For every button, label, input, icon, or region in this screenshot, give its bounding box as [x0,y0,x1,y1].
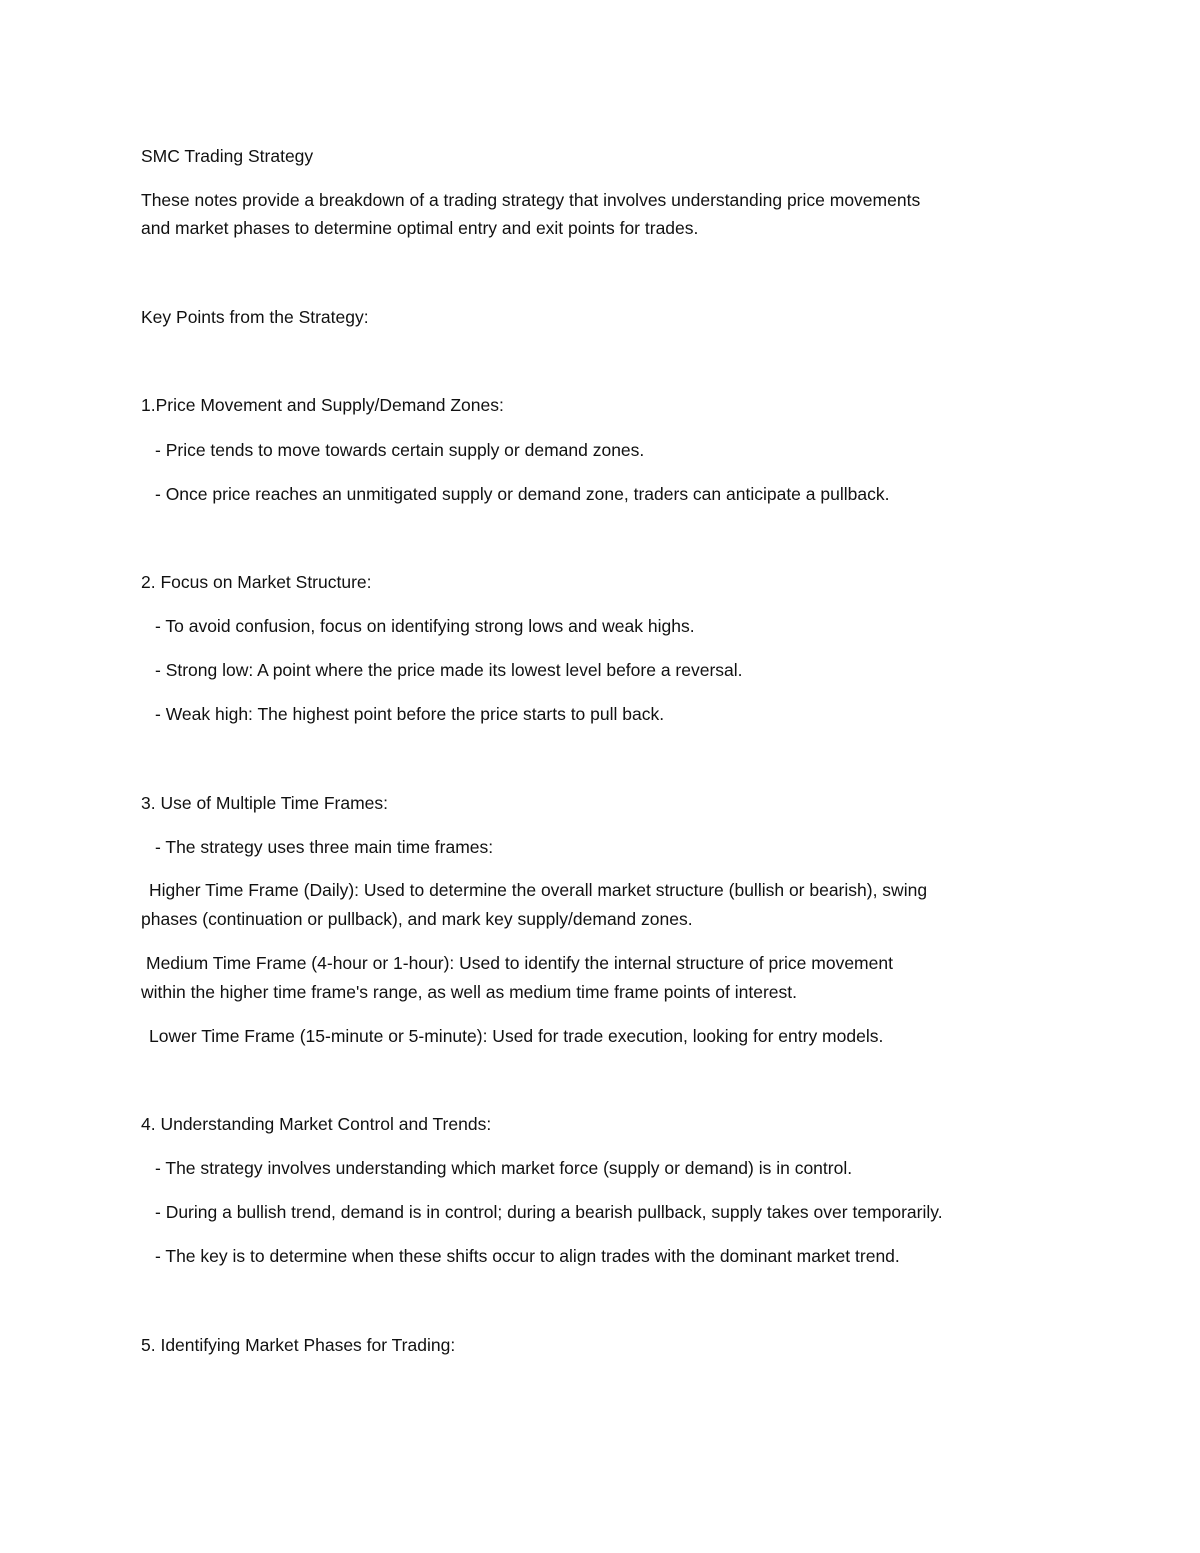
bullet-item: - During a bullish trend, demand is in control; during a bearish pullback, supply takes over temporarily. [155,1202,943,1222]
document-title: SMC Trading Strategy [141,146,314,166]
bullet-item: - The strategy involves understanding which market force (supply or demand) is in control. [155,1158,853,1178]
timeframe-higher-line: Higher Time Frame (Daily): Used to determine the overall market structure (bullish or bearish), swing [149,880,928,900]
bullet-item: - Price tends to move towards certain supply or demand zones. [155,440,645,460]
bullet-item: - Strong low: A point where the price made its lowest level before a reversal. [155,660,743,680]
section-heading: 2. Focus on Market Structure: [141,572,372,592]
section-heading: 1.Price Movement and Supply/Demand Zones: [141,395,504,415]
timeframe-higher-line: phases (continuation or pullback), and mark key supply/demand zones. [141,909,693,929]
timeframe-medium-line: Medium Time Frame (4-hour or 1-hour): Used to identify the internal structure of price movement [146,953,893,973]
bullet-item: - The key is to determine when these shifts occur to align trades with the dominant market trend. [155,1246,900,1266]
section-heading: 4. Understanding Market Control and Trends: [141,1114,492,1134]
intro-line: and market phases to determine optimal entry and exit points for trades. [141,218,699,238]
bullet-item: - Weak high: The highest point before the price starts to pull back. [155,704,665,724]
timeframe-medium-line: within the higher time frame's range, as well as medium time frame points of interest. [141,982,797,1002]
timeframe-lower-line: Lower Time Frame (15-minute or 5-minute): Used for trade execution, looking for entry models. [149,1026,884,1046]
bullet-item: - The strategy uses three main time frames: [155,837,494,857]
key-points-heading: Key Points from the Strategy: [141,307,369,327]
section-heading: 3. Use of Multiple Time Frames: [141,793,389,813]
section-heading: 5. Identifying Market Phases for Trading: [141,1335,456,1355]
bullet-item: - Once price reaches an unmitigated supply or demand zone, traders can anticipate a pullback. [155,484,890,504]
intro-line: These notes provide a breakdown of a trading strategy that involves understanding price movements [141,190,921,210]
bullet-item: - To avoid confusion, focus on identifying strong lows and weak highs. [155,616,695,636]
